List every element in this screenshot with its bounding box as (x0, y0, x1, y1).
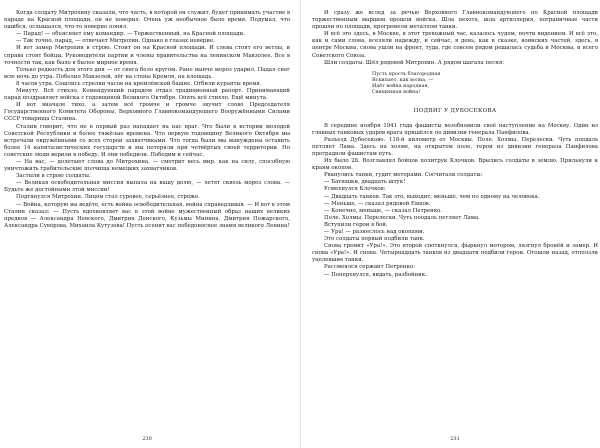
paragraph: Их было 28. Возглавлял бойцов политрук Клочков. Врылись солдаты в землю. Прильнули к краям окопов. (312, 158, 598, 172)
paragraph: — Так точно, парад, — отвечает Митрохин. Однако в глазах неверие. (16, 38, 215, 45)
paragraph: — Парад! — объясняет ему командир. — Торжественный, на Красной площади. (16, 31, 245, 38)
verse-line: Пусть ярость благородная (372, 70, 441, 77)
paragraph: Разъезд Дубосеково. 118-й километр от Москвы. Поле. Холмы. Перелески. Чуть поодаль петляет Лама. Здесь на холме, на открытом поле, герои из дивизии генерала Панфилова преградили фашистам путь. (312, 136, 598, 157)
paragraph: — Война, которую вы ведёте, есть война освободительная, война справедливая. — И вот в этом Сталин сказал: — Пусть вдохновляет вас в этой войне мужественный образ наших великих предков — Александра Невского, Дмитрия Донского, Кузьмы Минина, Дмитрия Пожарского, Александра Суворова, Михаила Кутузова! Пусть осенит вас победоносное знамя великого Ленина! (4, 201, 290, 229)
paragraph: — Поперхнулся, видать, разбойник. (324, 271, 427, 278)
paragraph: — Великая освободительная миссия выпала на вашу долю, — летят сквозь мороз слова. — Будьте же достойными этой миссии! (4, 180, 290, 194)
paragraph: И вот замер Митрохин в строю. Стоит он на Красной площади. И слева стоят его ветлы, и справа стоят бойцы. Руководители партии и члены правительства на ленинском Мавзолее. Все в точности так, как было в былое мирное время. (4, 45, 290, 66)
paragraph: Рванулись танки, гудит моторами. Сосчитали солдаты: (324, 172, 483, 179)
left-page-body (4, 10, 290, 230)
paragraph: — Батюшки, двадцать штук! (324, 179, 406, 186)
paragraph: — Конечно, меньше, — сказал Петренко. (324, 207, 443, 214)
paragraph: Поле. Холмы. Перелески. Чуть поодаль петляет Лама. (324, 214, 480, 221)
paragraph: Это солдаты первый подбили танк. (324, 236, 425, 243)
paragraph: Застыли в строю солдаты. (16, 173, 91, 180)
paragraph: Подтянулся Митрохин. Лицом стал суровее, серьёзнее, строже. (16, 194, 200, 201)
chapter-title: ПОДВИГ У ДУБОСЕКОВА (413, 107, 497, 114)
right-page-body (312, 10, 598, 279)
paragraph: — На вас, — долетают слова до Митрохина, — смотрит весь мир, как на силу, способную уничтожить грабительские полчища немецких захватчиков. (4, 158, 290, 173)
right-page (312, 10, 598, 444)
paragraph: И всё это здесь, в Москве, в этот тревожный час, казалось чудом, почти видением. И всё это, как и сами слова, вселяли надежду, и сейчас, в день, как в сказке, воинских частей, здесь, в центре Москвы, снова ушли на фронт, туда, где совсем рядом решалась судьба и Москвы, и всего Советского Союза. (312, 31, 598, 59)
page-number-right: 231 (450, 436, 460, 442)
verse-line: Вскипает, как волна, — (372, 76, 434, 83)
song-verse (372, 71, 598, 96)
paragraph: Когда солдату Митрохину сказали, что часть, в которой он служит, будет принимать участие в параде на Красной площади, он не поверил. Очень уж необычное было время. Подумал, что ошибся, ослышался, что-то неверно понял. (4, 10, 291, 31)
verse-line: Идёт война народная, (372, 83, 430, 90)
paragraph: Только редкость для этого дня — от снега бело кругом. Рано нынче мороз ударил. Падал снег всю ночь до утра. Побелил Мавзолей, лёг на стены Кремля, на площадь. (4, 66, 290, 80)
paragraph: Рассмеялся сержант Петренко: (324, 264, 415, 271)
paragraph: Сталин говорит, что не в первый раз нападает на нас враг. Что были в истории молодой Советской Республики и более тяжёлые времена. Что первую годовщину Великого Октября мы встречали окружёнными со всех сторон захватчиками. Что тогда были мы вынуждены оставить более 14 капиталистических государств и мы потеряли при четвёртых своей территории. Но советские люди верили в победу. И они победили. Победим и сейчас. (4, 123, 290, 158)
page-number-left: 230 (142, 436, 152, 442)
paragraph: И сразу же вслед за речью Верховного Главнокомандующего по Красной площади торжественным маршем прошли войска. Шла пехота, шла артиллерия, пограничные части прошли по площади, прогремели металлом танки. (312, 10, 598, 31)
paragraph: Минуту. Всё стихло. Командующий парадом отдал традиционный рапорт. Принимающий парад поздравляет войска с годовщиной Великого Октября. Опять всё стихло. Ещё минута. (4, 88, 290, 102)
paragraph: И вот вначале тихо, а затем всё громче и громче звучит слово Председателя Государственного Комитета Обороны, Верховного Главнокомандующего Вооружёнными Силами СССР товарища Сталина. (4, 102, 290, 123)
paragraph: В середине ноября 1941 года фашисты возобновили своё наступление на Москву. Один из главных танковых ударов врага пришёлся по дивизии генерала Панфилова. (312, 122, 598, 136)
book-gutter (300, 0, 301, 448)
paragraph: Снова гремит «Ура!». Это второй споткнулся, фыркнул мотором, лязгнул бронёй и замер. И снова «Ура!». И снова. Четырнадцать танков из двадцати подбили герои. Отошли назад, отползли уцелевшие танки. (312, 243, 598, 264)
left-page (4, 10, 290, 444)
paragraph: 8 часов утра. Сошлись стрелки часов на кремлёвской башне. Отбили куранты время. (16, 80, 262, 87)
verse-line: Священная война! (372, 89, 421, 96)
paragraph: Шли солдаты. Шёл рядовой Митрохин. А рядом шагала песня: (324, 59, 505, 66)
paragraph: — Меньше, — сказал рядовой Емцов. (324, 200, 431, 207)
paragraph: Вступили герои в бой. (324, 221, 388, 228)
paragraph: — Ура! — разнеслось над окопами. (324, 228, 425, 235)
paragraph: Усмехнулся Клочков: (324, 186, 386, 193)
paragraph: — Двадцать танков. Так это, выходит, меньше, чем по одному на человека. (324, 193, 540, 200)
